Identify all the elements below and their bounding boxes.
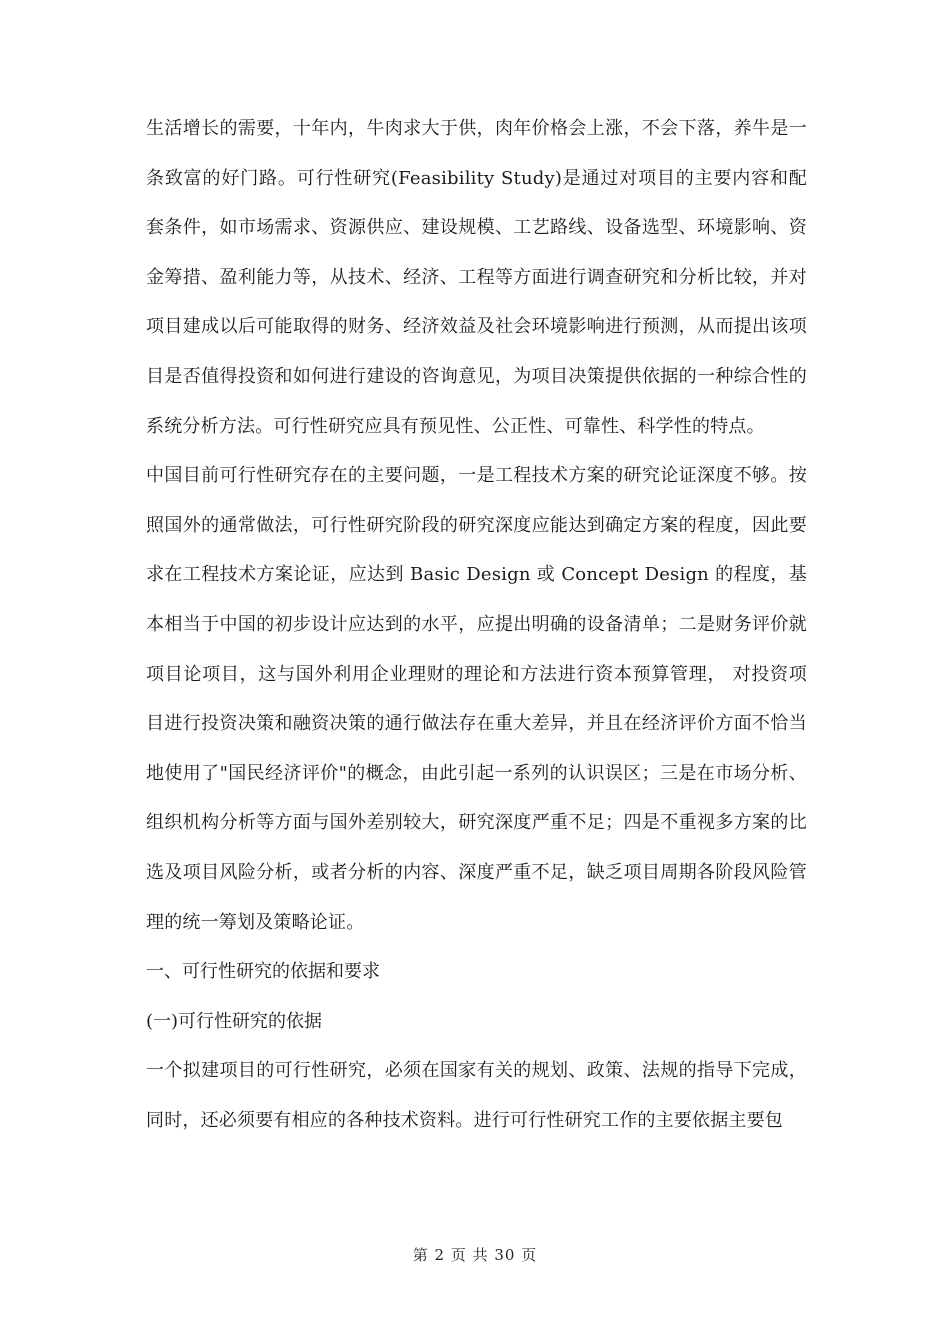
paragraph-basis: 一个拟建项目的可行性研究，必须在国家有关的规划、政策、法规的指导下完成，同时，还必须要有相应的各种技术资料。进行可行性研究工作的主要依据主要包 [146, 1060, 807, 1131]
subsection-heading: (一)可行性研究的依据 [146, 1010, 323, 1032]
document-body [146, 104, 807, 1145]
section-heading: 一、可行性研究的依据和要求 [146, 961, 380, 983]
paragraph-feasibility-definition: 生活增长的需要，十年内，牛肉求大于供，肉年价格会上涨，不会下落，养牛是一条致富的好门路。可行性研究(Feasibility Study)是通过对项目的主要内容和配套条件，如市场需求、资源供应、建设规模、工艺路线、设备选型、环境影响、资金筹措、盈利能力等，从技术、经济、工程等方面进行调查研究和分析比较，并对项目建成以后可能取得的财务、经济效益及社会环境影响进行预测，从而提出该项目是否值得投资和如何进行建设的咨询意见，为项目决策提供依据的一种综合性的系统分析方法。可行性研究应具有预见性、公正性、可靠性、科学性的特点。 [146, 118, 807, 437]
page-number-footer: 第 2 页 共 30 页 [412, 1246, 538, 1264]
paragraph-current-problems: 中国目前可行性研究存在的主要问题，一是工程技术方案的研究论证深度不够。按照国外的通常做法，可行性研究阶段的研究深度应能达到确定方案的程度，因此要求在工程技术方案论证，应达到 Basic Design 或 Concept Design 的程度，基本相当于中国的初步设计应达到的水平，应提出明确的设备清单；二是财务评价就项目论项目，这与国外利用企业理财的理论和方法进行资本预算管理， 对投资项目进行投资决策和融资决策的通行做法存在重大差异，并且在经济评价方面不恰当地使用了"国民经济评价"的概念，由此引起一系列的认识误区；三是在市场分析、组织机构分析等方面与国外差别较大，研究深度严重不足；四是不重视多方案的比选及项目风险分析，或者分析的内容、深度严重不足，缺乏项目周期各阶段风险管理的统一筹划及策略论证。 [146, 465, 807, 933]
